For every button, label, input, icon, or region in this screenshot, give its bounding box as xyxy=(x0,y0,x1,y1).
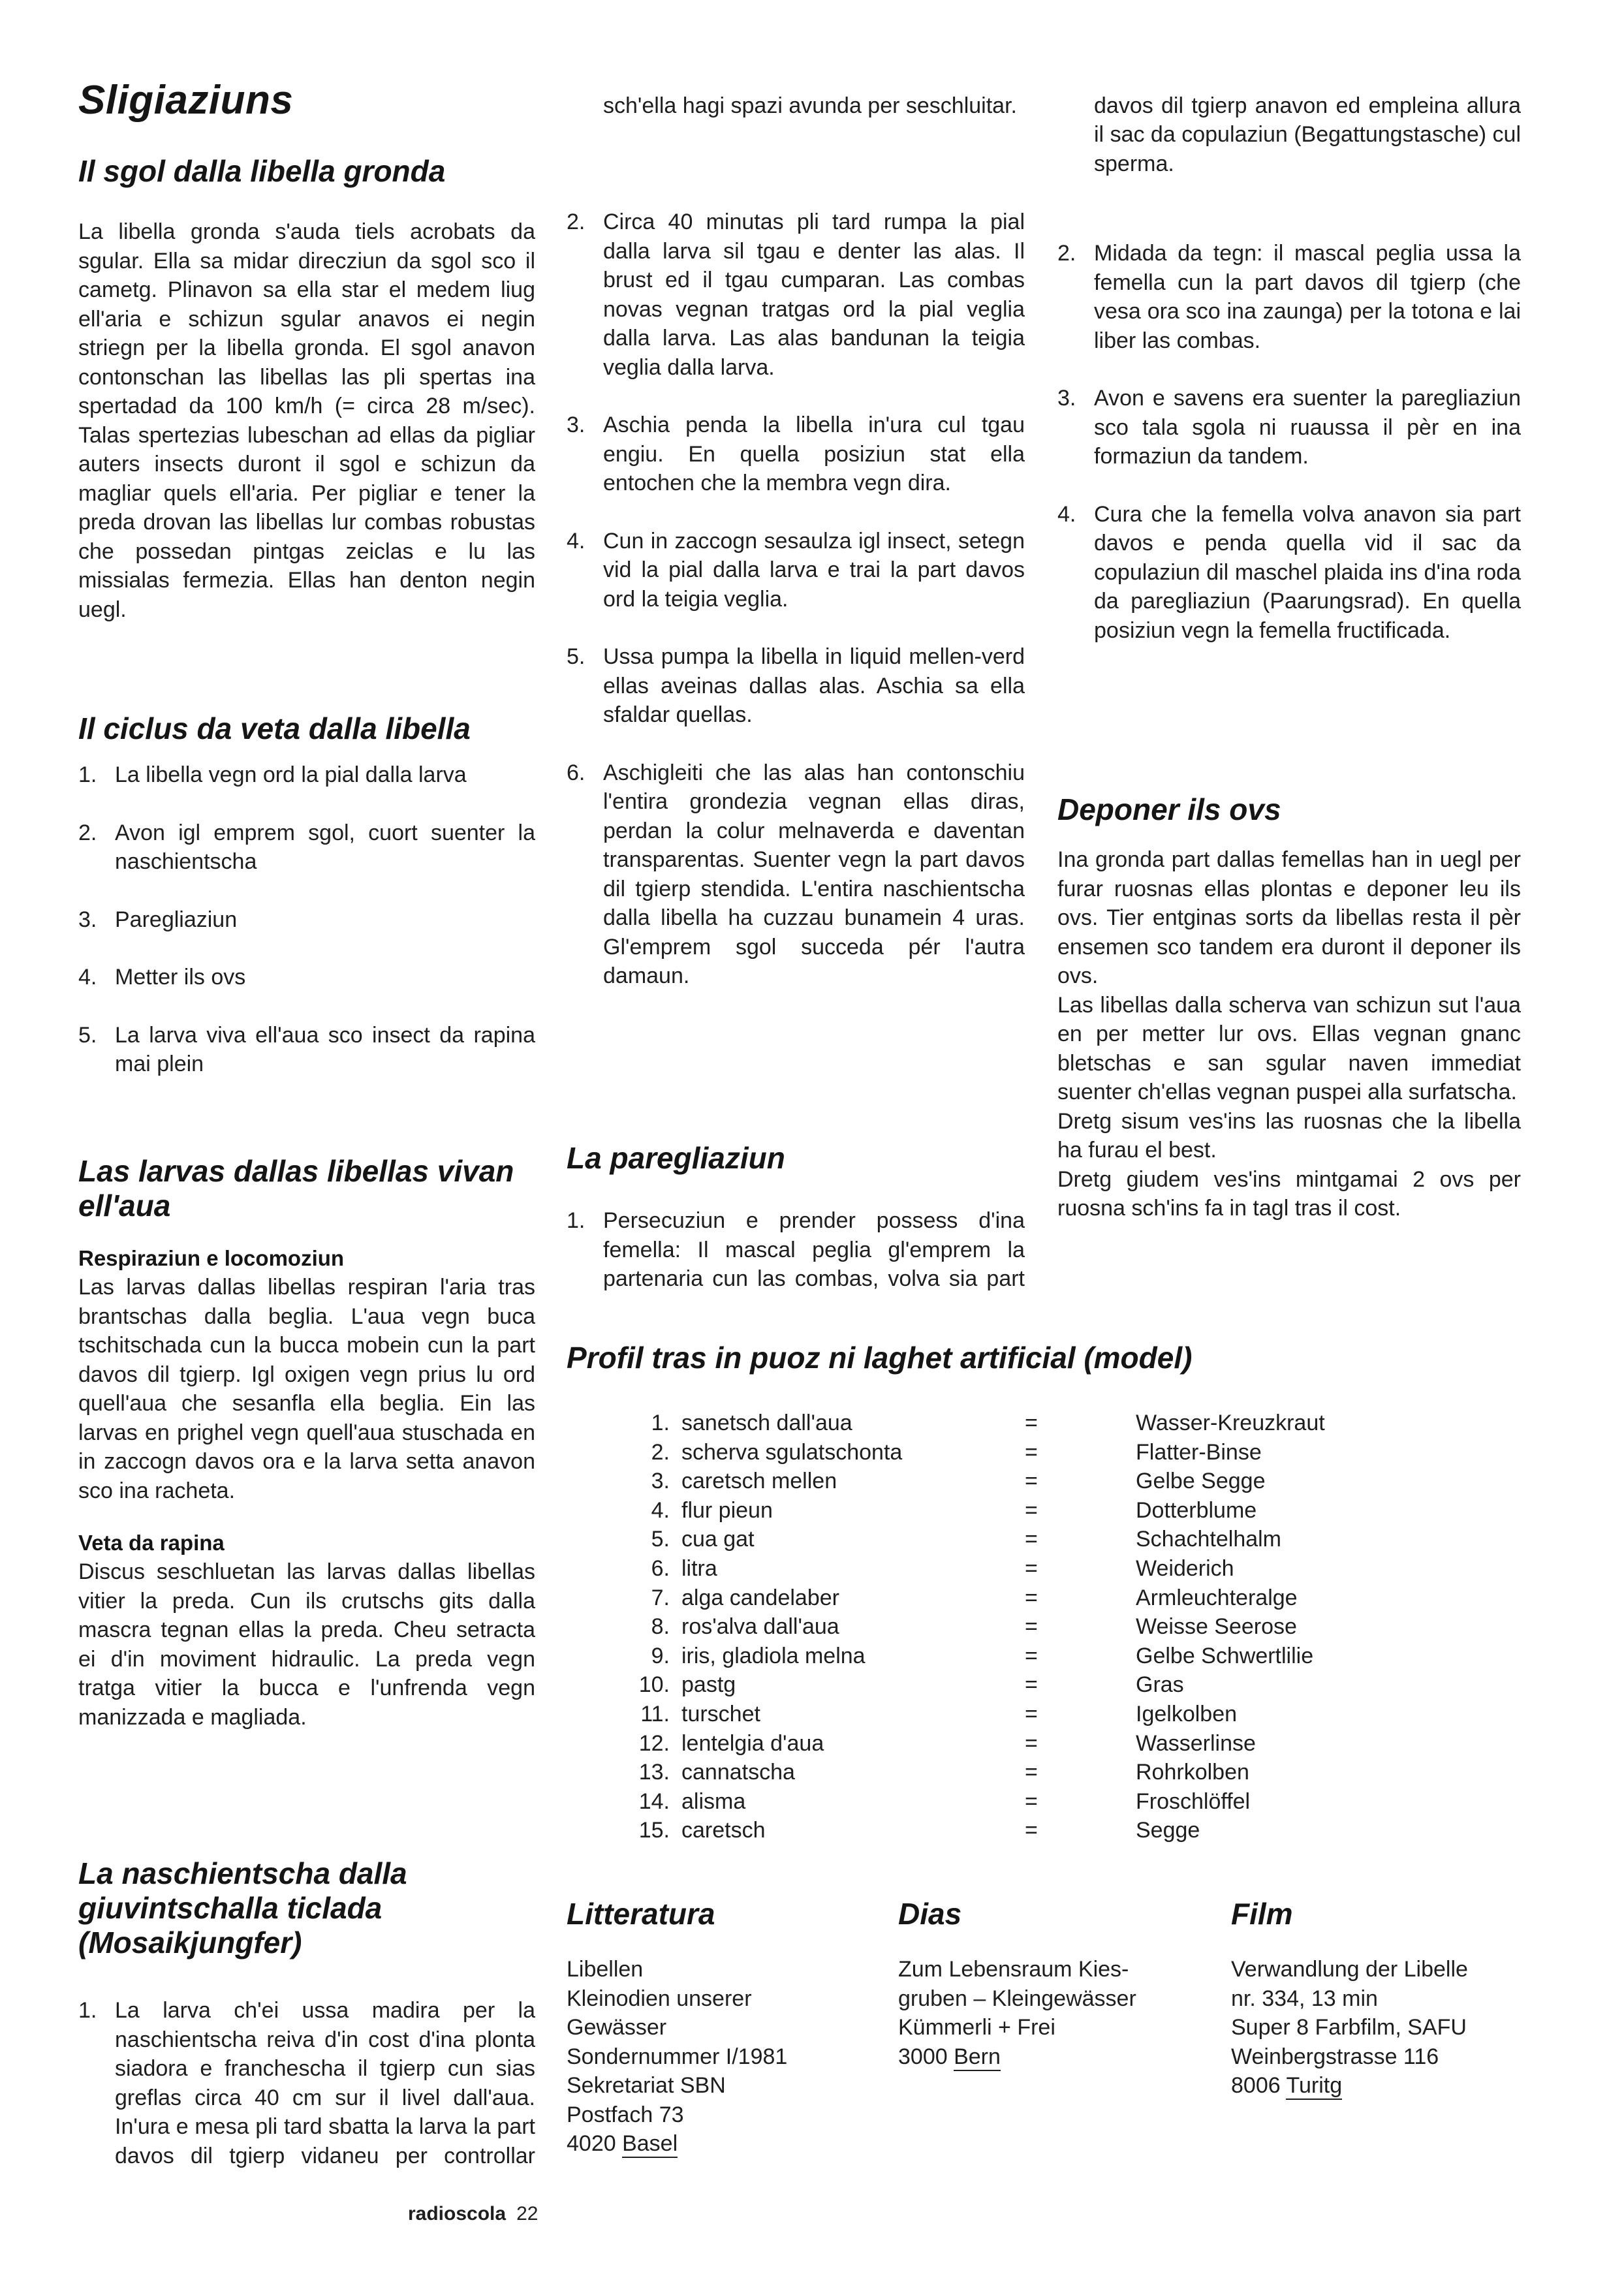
list-item-text: Aschigleiti che las alas han contonschiu l'entira grondezia vegnan ellas diras, perdan la colur melnaverda e daventan transparentas. Suenter vegn la part davos dil tgierp stendida. L'entira naschientscha dalla libella ha cuzzau bunamein 4 uras. Gl'emprem sgol succeda pér l'autra damaun. xyxy=(603,760,1025,988)
reference-litteratura xyxy=(567,1897,854,2159)
naschientscha-list-part1 xyxy=(78,1996,535,2170)
section-deponer xyxy=(1057,792,1521,1223)
german-name: Wasser-Kreuzkraut xyxy=(1136,1411,1325,1435)
list-item xyxy=(567,1206,1025,1294)
table-row xyxy=(627,1729,1377,1758)
section-naschientscha xyxy=(78,1856,535,1960)
list-item-text: Cura che la femella volva anavon sia part davos e penda quella vid il sac da copulaziun dil maschel plaida ins d'ina roda da paregliaziun (Paarungsrad). En quella posiziun vegn la femella fructificada. xyxy=(1094,501,1521,643)
equals-sign: = xyxy=(1025,1411,1038,1435)
city-code: 3000 xyxy=(898,2044,948,2069)
list-item xyxy=(78,760,535,790)
german-name: Weiderich xyxy=(1136,1555,1234,1581)
list-item-number: 1. xyxy=(78,1998,97,2023)
section-heading-sgol: Il sgol dalla libella gronda xyxy=(78,154,446,188)
list-item-number: 4. xyxy=(78,965,97,990)
equals-sign: = xyxy=(1025,1469,1038,1494)
list-item xyxy=(567,642,1025,730)
table-row xyxy=(627,1816,1377,1845)
list-item-text: La libella vegn ord la pial dalla larva xyxy=(115,762,467,787)
table-row xyxy=(627,1496,1377,1525)
list-item-text: Persecuziun e prender possess d'ina femella: Il mascal peglia gl'emprem la partenaria cun las combas, volva sia part xyxy=(603,1208,1025,1291)
list-item xyxy=(78,905,535,935)
deponer-paragraph: Ina gronda part dallas femellas han in uegl per furar ruosnas ellas plontas e deponer leu ils ovs. Tier entginas sorts da libellas resta il pèr ensemen sco tandem era duront il deponer ils ovs. xyxy=(1057,847,1521,988)
list-item xyxy=(78,1996,535,2170)
romansh-name: lentelgia d'aua xyxy=(681,1730,824,1756)
equals-sign: = xyxy=(1025,1497,1038,1523)
list-item-number: 6. xyxy=(567,760,586,785)
veta-da-rapina-text: Discus seschluetan las larvas dallas libellas vitier la preda. Cun ils crutschs gits dalla mascra tegnan ellas la preda. Cheu setracta ei d'in moviment hidraulic. La preda vegn tratga vitier la bucca e l'unfrenda vegn manizzada e magliada. xyxy=(78,1559,535,1730)
row-number: 15. xyxy=(638,1818,670,1843)
equals-sign: = xyxy=(1025,1614,1038,1640)
list-item xyxy=(78,963,535,992)
list-item-text: Circa 40 minutas pli tard rumpa la pial dalla larva sil tgau e denter las alas. Il brust ed il tgau cumparan. Las combas novas vegnan tratgas ord la pial veglia dalla larva. Las alas bandunan la teigia veglia dalla larva. xyxy=(603,210,1025,380)
romansh-name: sanetsch dall'aua xyxy=(681,1411,852,1435)
romansh-name: cannatscha xyxy=(681,1760,795,1785)
row-number: 9. xyxy=(651,1643,670,1668)
german-name: Armleuchteralge xyxy=(1136,1585,1298,1610)
reference-line: Sekretariat SBN xyxy=(567,2073,726,2098)
list-item-number: 2. xyxy=(567,210,586,234)
list-item xyxy=(567,758,1025,991)
row-number: 12. xyxy=(638,1730,670,1756)
table-row xyxy=(627,1787,1377,1817)
equals-sign: = xyxy=(1025,1643,1038,1668)
naschientscha-list-part2 xyxy=(567,208,1025,1020)
table-row xyxy=(627,1700,1377,1729)
german-name: Gelbe Schwertlilie xyxy=(1136,1643,1314,1668)
list-item xyxy=(567,527,1025,614)
section-heading-profil: Profil tras in puoz ni laghet artificial (model) xyxy=(567,1341,1193,1375)
list-item-number: 3. xyxy=(1057,386,1076,411)
german-name: Rohrkolben xyxy=(1136,1760,1249,1785)
list-item xyxy=(567,208,1025,382)
reference-line: nr. 334, 13 min xyxy=(1231,1986,1378,2011)
table-row xyxy=(627,1584,1377,1613)
row-number: 13. xyxy=(638,1760,670,1785)
section-heading-deponer: Deponer ils ovs xyxy=(1057,792,1281,826)
reference-line: Zum Lebensraum Kies- xyxy=(898,1957,1129,1982)
list-item-number: 4. xyxy=(1057,501,1076,527)
page-title: Sligiaziuns xyxy=(78,78,294,123)
romansh-name: pastg xyxy=(681,1672,736,1698)
equals-sign: = xyxy=(1025,1730,1038,1756)
reference-line: Libellen xyxy=(567,1957,644,1982)
deponer-paragraph: Las libellas dalla scherva van schizun sut l'aua en per metter lur ovs. Ellas vegnan gnanc bletschas e san sgular naven immediat suenter ch'ellas vegnan puspei alla surfatscha. xyxy=(1057,992,1521,1104)
romansh-name: scherva sgulatschonta xyxy=(681,1439,903,1465)
section-heading-larvas: Las larvas dallas libellas vivan ell'aua xyxy=(78,1154,514,1223)
naschientscha-item-1-block xyxy=(78,1996,535,2170)
city-name: Bern xyxy=(954,2044,1001,2071)
list-item-text: Paregliaziun xyxy=(115,907,238,932)
reference-line: Kleinodien unserer xyxy=(567,1986,752,2011)
reference-line: Gewässer xyxy=(567,2015,667,2040)
list-item-number: 3. xyxy=(567,413,586,437)
german-name: Gras xyxy=(1136,1672,1184,1698)
section-larvas xyxy=(78,1154,535,1732)
list-item-text: Cun in zaccogn sesaulza igl insect, setegn vid la pial dalla larva e trai la part davos ord la teigia veglia. xyxy=(603,528,1025,612)
list-item-text: La larva ch'ei ussa madira per la naschientscha reiva d'in cost d'ina plonta siadora e francheschа il tgierp cun sias greflas circa 40 cm sur il livel dall'aua. In'ura e mesa pli tard sbatta la larva la part davos dil tgierp vidaneu per controllar xyxy=(115,1998,535,2168)
reference-line: gruben – Kleingewässer xyxy=(898,1986,1136,2011)
equals-sign: = xyxy=(1025,1760,1038,1785)
table-row xyxy=(627,1642,1377,1671)
equals-sign: = xyxy=(1025,1701,1038,1726)
page-footer xyxy=(408,2201,538,2227)
list-item xyxy=(567,411,1025,498)
german-name: Segge xyxy=(1136,1818,1200,1843)
list-item-number: 1. xyxy=(78,762,97,787)
row-number: 7. xyxy=(651,1585,670,1610)
ciclus-list xyxy=(78,760,535,1079)
list-item-number: 3. xyxy=(78,907,97,932)
list-item xyxy=(78,819,535,877)
list-item-text: Avon igl emprem sgol, cuort suenter la naschientscha xyxy=(115,820,535,874)
equals-sign: = xyxy=(1025,1818,1038,1843)
reference-line: Sondernummer I/1981 xyxy=(567,2044,788,2069)
romansh-name: cua gat xyxy=(681,1527,755,1552)
reference-dias xyxy=(898,1897,1198,2071)
city-name: Turitg xyxy=(1286,2073,1342,2100)
list-item xyxy=(1057,384,1521,471)
deponer-paragraph: Dretg giudem ves'ins mintgamai 2 ovs per ruosna sch'ins fa in tagl tras il cost. xyxy=(1057,1166,1521,1221)
reference-line: Kümmerli + Frei xyxy=(898,2015,1055,2040)
list-item-number: 2. xyxy=(1057,241,1076,266)
section-sgol xyxy=(78,154,535,624)
row-number: 14. xyxy=(638,1788,670,1814)
section-ciclus xyxy=(78,711,535,1079)
dias-city-line xyxy=(898,2042,1198,2072)
film-city-line xyxy=(1231,2071,1531,2100)
table-row xyxy=(627,1467,1377,1496)
list-item xyxy=(78,1021,535,1079)
section-paregliaziun xyxy=(567,1141,1025,1176)
section-heading-dias: Dias xyxy=(898,1897,962,1931)
german-name: Froschlöffel xyxy=(1136,1788,1251,1814)
table-row xyxy=(627,1438,1377,1467)
paregliaziun-item-1-block xyxy=(567,1206,1025,1294)
equals-sign: = xyxy=(1025,1439,1038,1465)
table-row xyxy=(627,1525,1377,1554)
list-item-text-continued: davos dil tgierp anavon ed empleina allura il sac da copulaziun (Begattungstasche) cul sperma. xyxy=(1094,93,1521,176)
table-row xyxy=(627,1554,1377,1584)
list-item xyxy=(1057,239,1521,355)
litteratura-lines xyxy=(567,1955,854,2129)
row-number: 2. xyxy=(651,1439,670,1465)
romansh-name: flur pieun xyxy=(681,1497,773,1523)
page-title-block xyxy=(78,77,535,123)
section-heading-naschientscha: La naschientscha dalla giuvintschalla ticlada (Mosaikjungfer) xyxy=(78,1856,407,1959)
reference-line: Verwandlung der Libelle xyxy=(1231,1957,1468,1982)
litteratura-city-line xyxy=(567,2129,854,2159)
deponer-text xyxy=(1057,845,1521,1223)
paregliaziun-list-part1 xyxy=(567,1206,1025,1294)
list-item-number: 2. xyxy=(78,820,97,845)
equals-sign: = xyxy=(1025,1585,1038,1610)
table-row xyxy=(627,1612,1377,1642)
section-heading-litteratura: Litteratura xyxy=(567,1897,715,1931)
city-code: 4020 xyxy=(567,2131,616,2156)
list-item-number: 1. xyxy=(567,1208,586,1233)
page-number: 22 xyxy=(516,2203,539,2225)
romansh-name: ros'alva dall'aua xyxy=(681,1614,839,1640)
sgol-text: La libella gronda s'auda tiels acrobats da sgular. Ella sa midar direcziun da sgol sco il cametg. Plinavon sa ella star el medem liug ell'aria e schizun sgular anavos ei negin striegn per la libella gronda. El sgol anavon contonschan las libellas las pli spertas ina spertadad da 100 km/h (= circa 28 m/sec). Talas spertezias lubeschan ad ellas da pigliar auters insects duront il sgol e schizun da magliar quels ell'aria. Per pigliar e tener la preda drovan las libellas lur combas robustas che possedan pintgas zeiclas e lu las missialas fermezia. Ellas han denton negin uegl. xyxy=(78,219,535,622)
city-name: Basel xyxy=(622,2131,678,2158)
list-item-text-continued: sch'ella hagi spazi avunda per seschluitar. xyxy=(603,93,1017,118)
row-number: 10. xyxy=(638,1672,670,1698)
equals-sign: = xyxy=(1025,1672,1038,1698)
list-item-text: Aschia penda la libella in'ura cul tgau engiu. En quella posiziun stat ella entochen che la membra vegn dira. xyxy=(603,413,1025,495)
row-number: 8. xyxy=(651,1614,670,1640)
plant-table xyxy=(627,1409,1377,1845)
german-name: Gelbe Segge xyxy=(1136,1469,1266,1494)
row-number: 6. xyxy=(651,1555,670,1581)
list-item xyxy=(1057,500,1521,646)
row-number: 5. xyxy=(651,1527,670,1552)
romansh-name: litra xyxy=(681,1555,717,1581)
list-item-text: Midada da tegn: il mascal peglia ussa la femella cun la part davos dil tgierp (che vesa ora sco ina zaunga) per la totona e lai liber las combas. xyxy=(1094,241,1521,353)
footer-brand: radioscola xyxy=(408,2203,507,2225)
section-profil xyxy=(567,1341,1520,1375)
list-item-text: Metter ils ovs xyxy=(115,965,246,990)
paregliaziun-list-part2 xyxy=(1057,239,1521,674)
list-item-number: 4. xyxy=(567,528,586,554)
equals-sign: = xyxy=(1025,1527,1038,1552)
list-item-number: 5. xyxy=(78,1022,97,1048)
dias-lines xyxy=(898,1955,1198,2042)
reference-line: Postfach 73 xyxy=(567,2102,684,2127)
romansh-name: turschet xyxy=(681,1701,760,1726)
list-item-text: La larva viva ell'aua sco insect da rapina mai plein xyxy=(115,1022,535,1076)
list-item-number: 5. xyxy=(567,644,586,669)
naschientscha-item-1-continued xyxy=(567,91,1025,179)
row-number: 4. xyxy=(651,1497,670,1523)
row-number: 11. xyxy=(640,1701,670,1726)
german-name: Dotterblume xyxy=(1136,1497,1257,1523)
reference-line: Weinbergstrasse 116 xyxy=(1231,2044,1439,2069)
reference-film xyxy=(1231,1897,1531,2100)
city-code: 8006 xyxy=(1231,2073,1281,2098)
subheading-respiraziun: Respiraziun e locomoziun xyxy=(78,1246,345,1270)
deponer-paragraph: Dretg sisum ves'ins las ruosnas che la libella ha furau el best. xyxy=(1057,1108,1521,1163)
equals-sign: = xyxy=(1025,1788,1038,1814)
romansh-name: alisma xyxy=(681,1788,746,1814)
row-number: 1. xyxy=(651,1411,670,1435)
romansh-name: caretsch xyxy=(681,1818,766,1843)
table-row xyxy=(627,1670,1377,1700)
romansh-name: caretsch mellen xyxy=(681,1469,837,1494)
table-row xyxy=(627,1758,1377,1787)
german-name: Flatter-Binse xyxy=(1136,1439,1262,1465)
subheading-veta-da-rapina: Veta da rapina xyxy=(78,1531,225,1555)
romansh-name: iris, gladiola melna xyxy=(681,1643,866,1668)
german-name: Schachtelhalm xyxy=(1136,1527,1282,1552)
section-heading-paregliaziun: La paregliaziun xyxy=(567,1141,785,1175)
romansh-name: alga candelaber xyxy=(681,1585,839,1610)
german-name: Igelkolben xyxy=(1136,1701,1238,1726)
respiraziun-text: Las larvas dallas libellas respiran l'aria tras brantschas dalla beglia. L'aua vegn buca tschitschada cun la bucca mobein cun la part davos dil tgierp. Igl oxigen vegn prius lu ord quell'aua che sesanfla ella beglia. Ein las larvas en prighel vegn quell'aua stuschada en in zaccogn davos ora e la larva setta anavon sco ina racheta. xyxy=(78,1275,535,1503)
row-number: 3. xyxy=(651,1469,670,1494)
reference-line: Super 8 Farbfilm, SAFU xyxy=(1231,2015,1467,2040)
equals-sign: = xyxy=(1025,1555,1038,1581)
table-row xyxy=(627,1409,1377,1438)
section-heading-ciclus: Il ciclus da veta dalla libella xyxy=(78,711,471,745)
german-name: Weisse Seerose xyxy=(1136,1614,1297,1640)
film-lines xyxy=(1231,1955,1531,2071)
list-item-text: Ussa pumpa la libella in liquid mellen-verd ellas aveinas dallas alas. Aschia sa ella sfaldar quellas. xyxy=(603,644,1025,727)
paregliaziun-item-1-continued xyxy=(1057,91,1521,209)
list-item-text: Avon e savens era suenter la paregliaziun sco tala sgola ni ruaussa il pèr en ina formaziun da tandem. xyxy=(1094,386,1521,469)
section-heading-film: Film xyxy=(1231,1897,1293,1931)
german-name: Wasserlinse xyxy=(1136,1730,1256,1756)
